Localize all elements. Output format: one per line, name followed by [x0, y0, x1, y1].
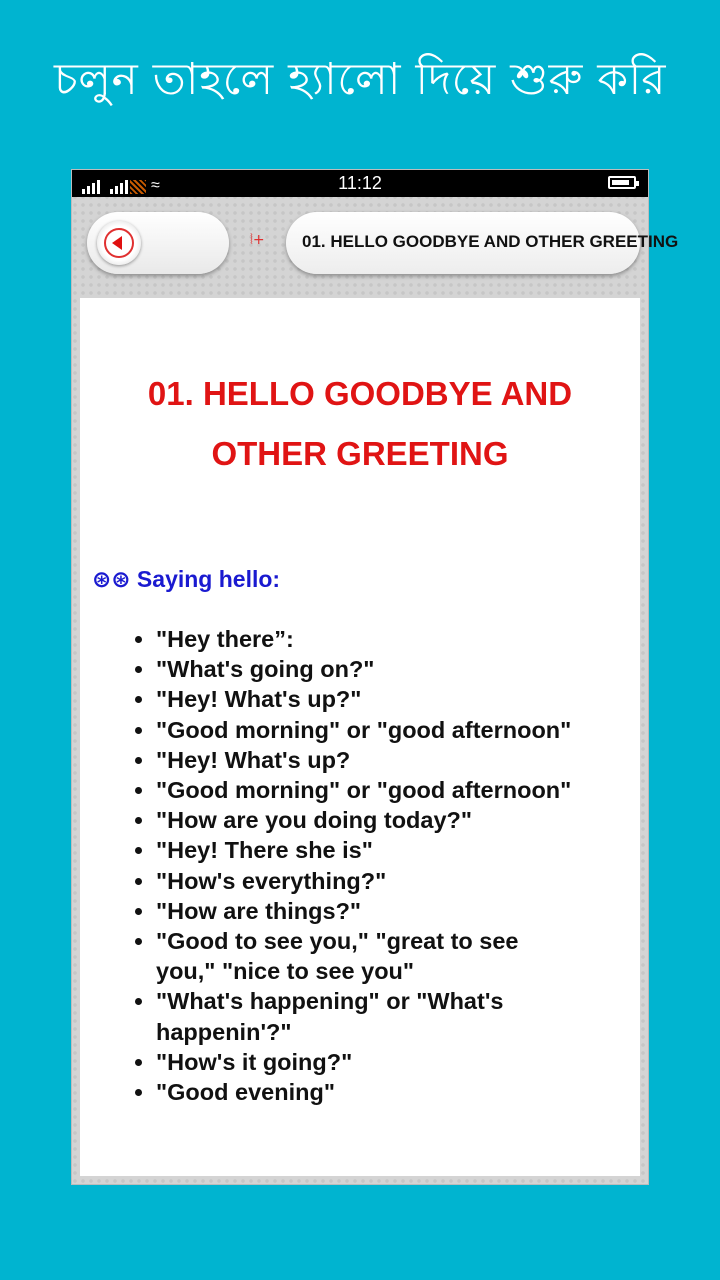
list-item: • "What's happening" or "What's happenin'?" — [156, 986, 576, 1046]
list-item: • "Hey! What's up?" — [156, 684, 576, 714]
toolbar-title: 01. HELLO GOODBYE AND OTHER GREETING — [302, 232, 679, 251]
list-item: • "How are things?" — [156, 896, 576, 926]
battery-icon — [608, 176, 636, 189]
list-item: • "Hey there”: — [156, 624, 576, 654]
section-subheading: ⊛⊛ Saying hello: — [92, 566, 281, 592]
back-button-container — [87, 212, 229, 274]
page-title-line1: 01. HELLO GOODBYE AND — [147, 375, 573, 412]
page-title-line2: OTHER GREETING — [211, 435, 509, 472]
back-arrow-icon — [112, 236, 122, 250]
list-item: • "Hey! What's up? — [156, 745, 576, 775]
phone-screen — [72, 170, 679, 1184]
title-bar — [286, 212, 679, 274]
content-panel — [80, 298, 640, 1176]
status-time: 11:12 — [338, 173, 382, 193]
list-item: • "How's everything?" — [156, 866, 576, 896]
banner-text: চলুন তাহলে হ্যালো দিয়ে শুরু করি — [54, 54, 666, 105]
phrase-list — [92, 624, 576, 1107]
back-button[interactable] — [97, 221, 141, 265]
list-item: • "Good morning" or "good afternoon" — [156, 715, 576, 745]
status-bar — [72, 170, 648, 197]
list-item: • "How's it going?" — [156, 1047, 576, 1077]
list-item: • "Hey! There she is" — [156, 835, 576, 865]
list-item: • "Good morning" or "good afternoon" — [156, 775, 576, 805]
share-icon[interactable]: ⦚+ — [250, 232, 265, 248]
signal-icon: ≈ — [82, 174, 160, 194]
page-title — [80, 364, 640, 484]
list-item: • "What's going on?" — [156, 654, 576, 684]
list-item: • "Good evening" — [156, 1077, 576, 1107]
list-item: • "How are you doing today?" — [156, 805, 576, 835]
list-item: • "Good to see you," "great to see you," "nice to see you" — [156, 926, 576, 986]
